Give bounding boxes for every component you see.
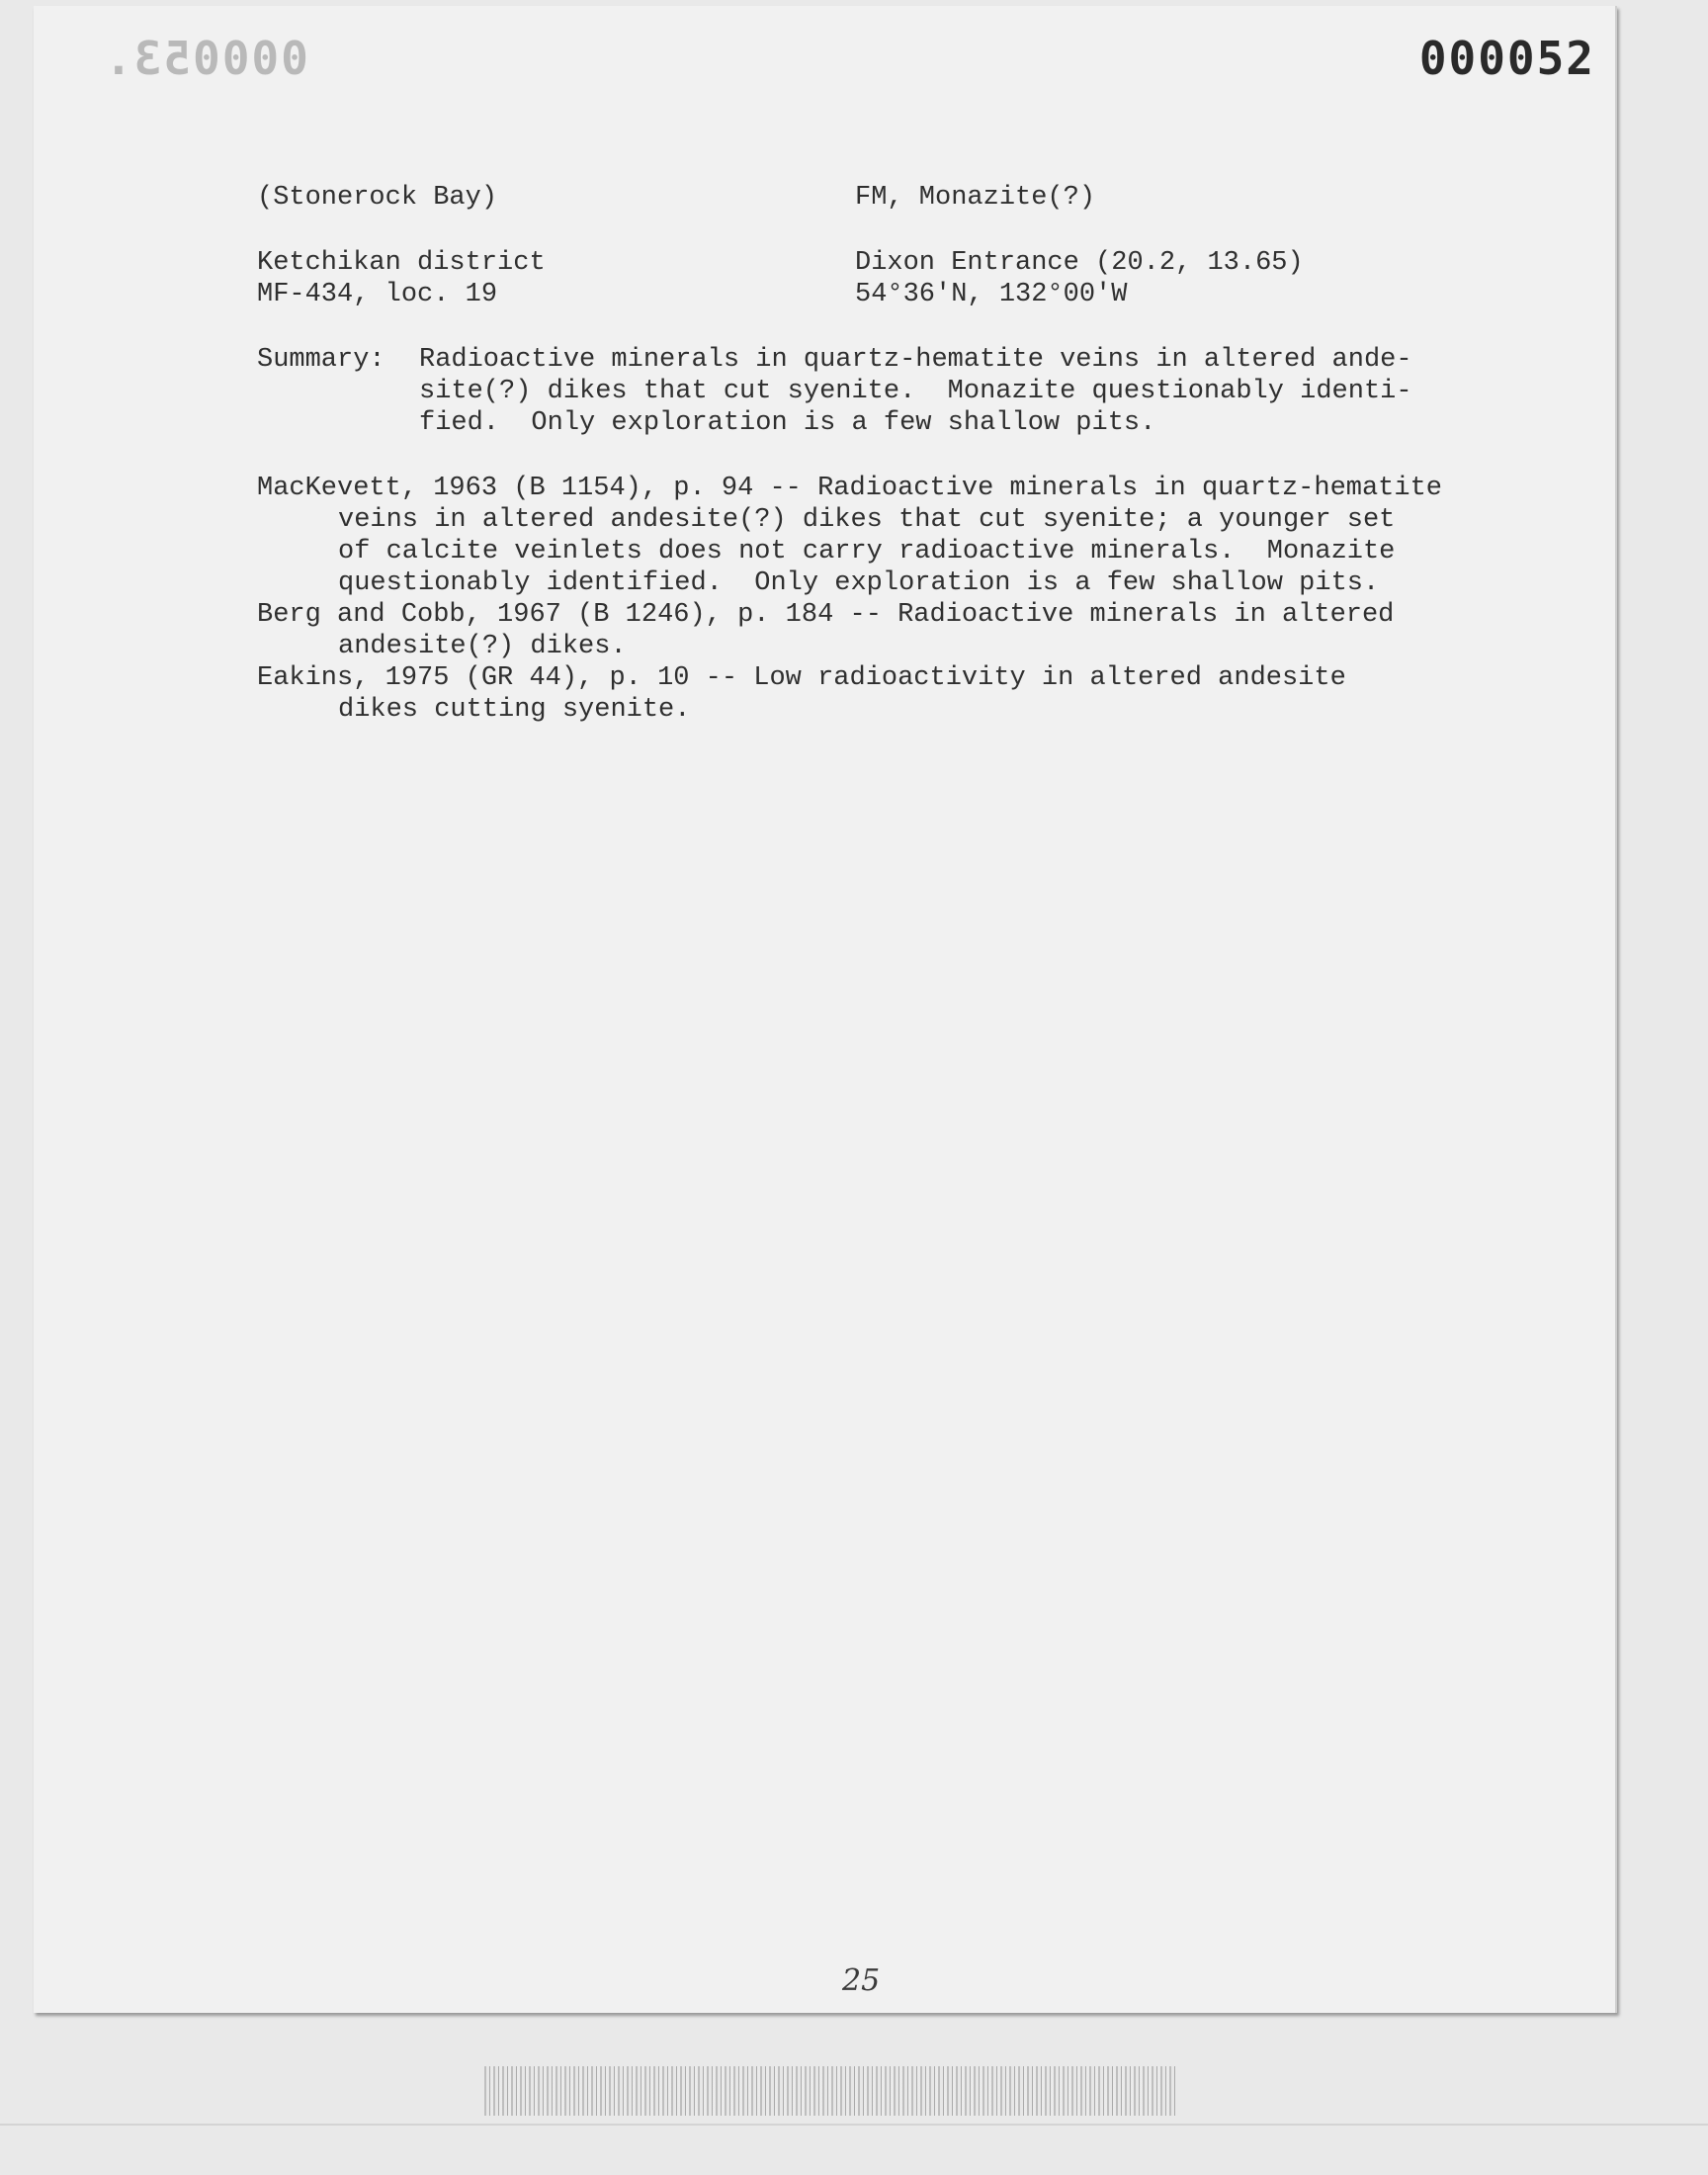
deposit-name: (Stonerock Bay): [257, 183, 498, 213]
scan-artifact-strip: [484, 2066, 1176, 2116]
reference-line: andesite(?) dikes.: [338, 632, 627, 661]
handwritten-page-number: 25: [842, 1963, 881, 1998]
summary-line: fied. Only exploration is a few shallow pits.: [419, 408, 1156, 438]
bleed-through-page-number: 000053.: [103, 32, 308, 85]
summary-label: Summary:: [257, 345, 385, 375]
document-page: [34, 6, 1617, 2013]
map-reference: MF-434, loc. 19: [257, 280, 498, 309]
reference-line: Berg and Cobb, 1967 (B 1246), p. 184 -- Radioactive minerals in altered: [257, 600, 1395, 630]
reference-line: veins in altered andesite(?) dikes that cut syenite; a younger set: [338, 505, 1396, 535]
reference-line: MacKevett, 1963 (B 1154), p. 94 -- Radioactive minerals in quartz-hematite: [257, 474, 1442, 503]
summary-line: Radioactive minerals in quartz-hematite veins in altered ande-: [419, 345, 1412, 375]
scan-edge-divider: [0, 2124, 1708, 2126]
commodity: FM, Monazite(?): [855, 183, 1096, 213]
quadrangle: Dixon Entrance (20.2, 13.65): [855, 248, 1304, 278]
district: Ketchikan district: [257, 248, 546, 278]
reference-line: questionably identified. Only exploration is a few shallow pits.: [338, 568, 1380, 598]
reference-line: Eakins, 1975 (GR 44), p. 10 -- Low radioactivity in altered andesite: [257, 663, 1346, 693]
summary-line: site(?) dikes that cut syenite. Monazite questionably identi-: [419, 377, 1412, 406]
reference-line: dikes cutting syenite.: [338, 695, 691, 725]
reference-line: of calcite veinlets does not carry radioactive minerals. Monazite: [338, 537, 1396, 566]
coordinates: 54°36'N, 132°00'W: [855, 280, 1128, 309]
stamped-page-number: 000052: [1418, 32, 1595, 85]
